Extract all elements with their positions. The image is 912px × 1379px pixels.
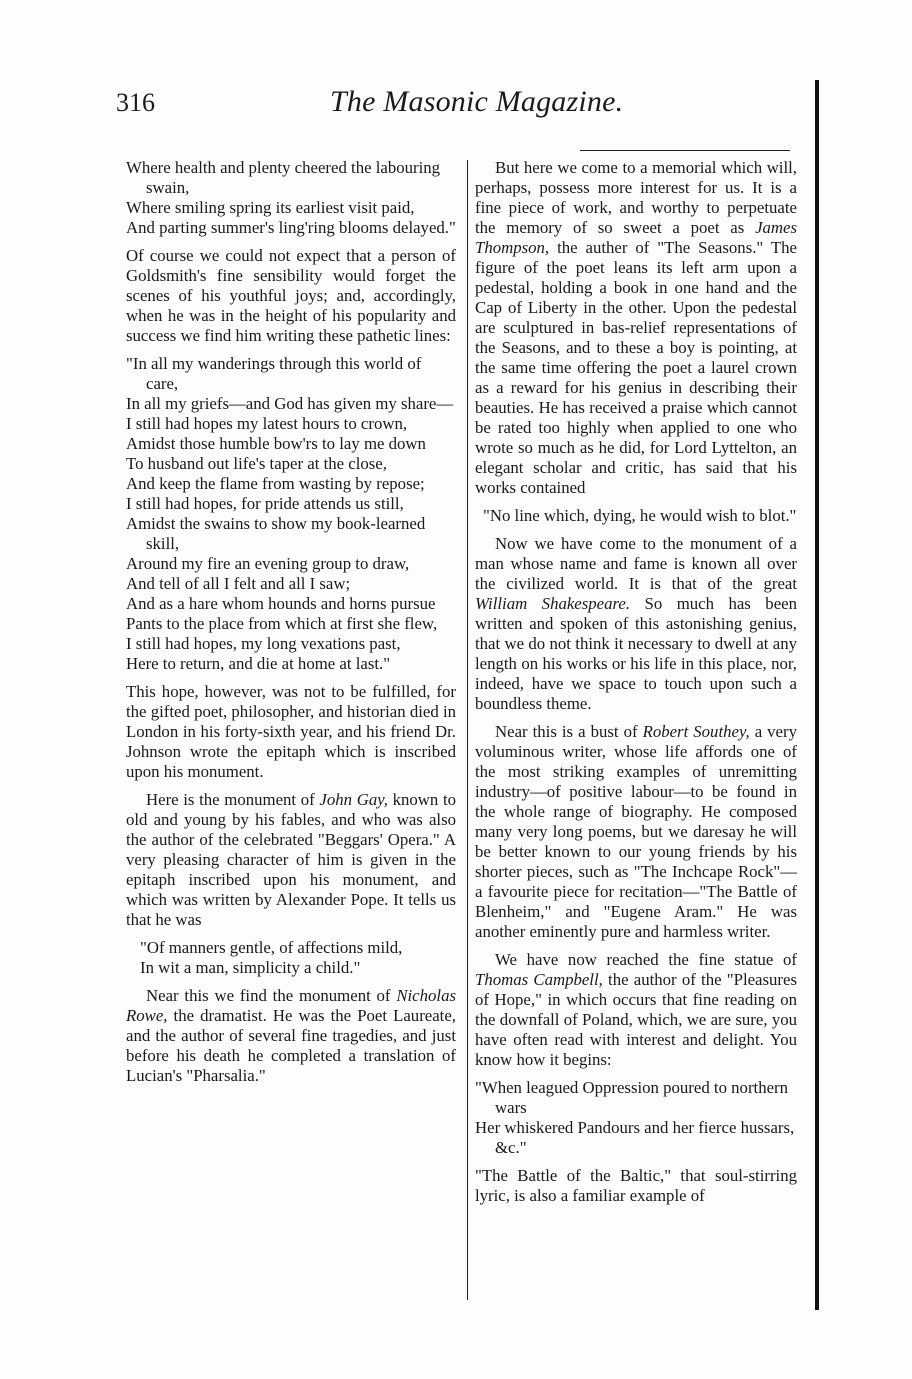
verse-line: I still had hopes my latest hours to crown, xyxy=(126,414,408,433)
text-run: We have now reached the fine statue of xyxy=(495,950,797,969)
text-run: Now we have come to the monument of a man whose name and fame is known all over the civilized world. It is that of the great xyxy=(475,534,797,593)
verse-line: "When leagued Oppression poured to northern wars xyxy=(475,1078,789,1117)
person-name: John Gay, xyxy=(319,790,388,809)
person-name: Nicholas Rowe, xyxy=(126,986,456,1025)
paragraph-thomas-campbell xyxy=(475,950,797,1070)
verse-line: Amidst the swains to show my book-learned skill, xyxy=(126,514,426,553)
verse-pleasures-of-hope xyxy=(475,1078,797,1158)
verse-line: Around my fire an evening group to draw, xyxy=(126,554,410,573)
text-run: the dramatist. He was the Poet Laureate, and the author of several fine tragedies, and just before his death he completed a translation of Lucian's "Pharsalia." xyxy=(126,1006,456,1085)
paragraph-johnson-epitaph: This hope, however, was not to be fulfilled, for the gifted poet, philosopher, and historian died in London in his forty-sixth year, and his friend Dr. Johnson wrote the epitaph which is inscribed upon his monument. xyxy=(126,682,456,781)
person-name: William Shakespeare. xyxy=(475,594,631,613)
person-name: James Thompson, xyxy=(475,218,797,257)
verse-line: In wit a man, simplicity a child." xyxy=(140,958,361,977)
verse-line: "No line which, dying, he would wish to blot." xyxy=(483,506,797,525)
paragraph-goldsmith: Of course we could not expect that a person of Goldsmith's fine sensibility would forget the scenes of his youthful joys; and, accordingly, when he was in the height of his popularity and success we find him writing these pathetic lines: xyxy=(126,246,456,345)
column-divider xyxy=(467,160,468,1300)
verse-gay-epitaph xyxy=(140,938,456,978)
verse-wanderings xyxy=(126,354,456,674)
verse-lyttelton-quote xyxy=(483,506,797,526)
paragraph-shakespeare xyxy=(475,534,797,714)
verse-line: I still had hopes, my long vexations past, xyxy=(126,634,401,653)
text-run: the auther of "The Seasons." The figure of the poet leans its left arm upon a pedestal, holding a book in one hand and the Cap of Liberty in the other. Upon the pedestal are sculptured in bas-relief representations of the Seasons, and to these a boy is pointing, at the same time offering the poet a laurel crown as a reward for his genius in describing their beauties. He has received a praise which cannot be rated too highly when applied to one who wrote so much as he did, for Lord Lyttelton, an elegant scholar and critic, has said that his works contained xyxy=(475,238,797,497)
verse-line: Here to return, and die at home at last." xyxy=(126,654,391,673)
verse-line: Amidst those humble bow'rs to lay me down xyxy=(126,434,426,453)
verse-line: I still had hopes, for pride attends us still, xyxy=(126,494,404,513)
verse-line: And as a hare whom hounds and horns pursue xyxy=(126,594,436,613)
verse-line: And parting summer's ling'ring blooms delayed." xyxy=(126,218,456,237)
verse-line: Where health and plenty cheered the labouring swain, xyxy=(126,158,441,197)
person-name: Robert Southey, xyxy=(642,722,750,741)
verse-line: Her whiskered Pandours and her fierce hussars, &c." xyxy=(475,1118,795,1157)
verse-line: And keep the flame from wasting by repose; xyxy=(126,474,425,493)
text-run: Here is the monument of xyxy=(146,790,320,809)
verse-line: And tell of all I felt and all I saw; xyxy=(126,574,351,593)
text-run: Near this we find the monument of xyxy=(146,986,397,1005)
paragraph-nicholas-rowe xyxy=(126,986,456,1086)
right-column xyxy=(475,158,797,1214)
verse-deserted-village xyxy=(126,158,456,238)
text-run: known to old and young by his fables, and who was also the author of the celebrated "Beggars' Opera." A very pleasing character of him is given in the epitaph inscribed upon his monument, and which was written by Alexander Pope. It tells us that he was xyxy=(126,790,456,929)
person-name: Thomas Campbell, xyxy=(475,970,603,989)
verse-line: In all my griefs—and God has given my share— xyxy=(126,394,454,413)
header-rule xyxy=(580,150,790,151)
text-run: Near this is a bust of xyxy=(495,722,643,741)
left-column xyxy=(126,158,456,1094)
page-number: 316 xyxy=(116,88,155,117)
paragraph-john-gay xyxy=(126,790,456,930)
text-run: the author of the "Pleasures of Hope," in which occurs that fine reading on the downfall of Poland, which, we are sure, you have often read with interest and delight. You know how it begins: xyxy=(475,970,797,1069)
page-edge-mark xyxy=(815,80,819,1310)
verse-line: Where smiling spring its earliest visit paid, xyxy=(126,198,415,217)
paragraph-battle-of-baltic: "The Battle of the Baltic," that soul-stirring lyric, is also a familiar example of xyxy=(475,1166,797,1205)
text-run: a very voluminous writer, whose life affords one of the most striking examples of unremitting industry—of positive labour—to be found in the whole range of biography. He composed many very long poems, but we daresay he will be better known to our young friends by his shorter pieces, such as "The Inchcape Rock"—a favourite piece for recitation—"The Battle of Blenheim," and "Eugene Aram." He was another eminently pure and harmless writer. xyxy=(475,722,797,941)
running-head-title: The Masonic Magazine. xyxy=(330,85,624,118)
paragraph-robert-southey xyxy=(475,722,797,942)
verse-line: To husband out life's taper at the close, xyxy=(126,454,387,473)
paragraph-james-thompson xyxy=(475,158,797,498)
verse-line: "In all my wanderings through this world of care, xyxy=(126,354,422,393)
text-run: So much has been written and spoken of this astonishing genius, that we do not think it necessary to dwell at any length on his works or his life in this place, nor, indeed, have we space to touch upon such a boundless theme. xyxy=(475,594,797,713)
text-run: But here we come to a memorial which will, perhaps, possess more interest for us. It is a fine piece of work, and worthy to perpetuate the memory of so sweet a poet as xyxy=(475,158,797,237)
verse-line: Pants to the place from which at first she flew, xyxy=(126,614,438,633)
verse-line: "Of manners gentle, of affections mild, xyxy=(140,938,403,957)
